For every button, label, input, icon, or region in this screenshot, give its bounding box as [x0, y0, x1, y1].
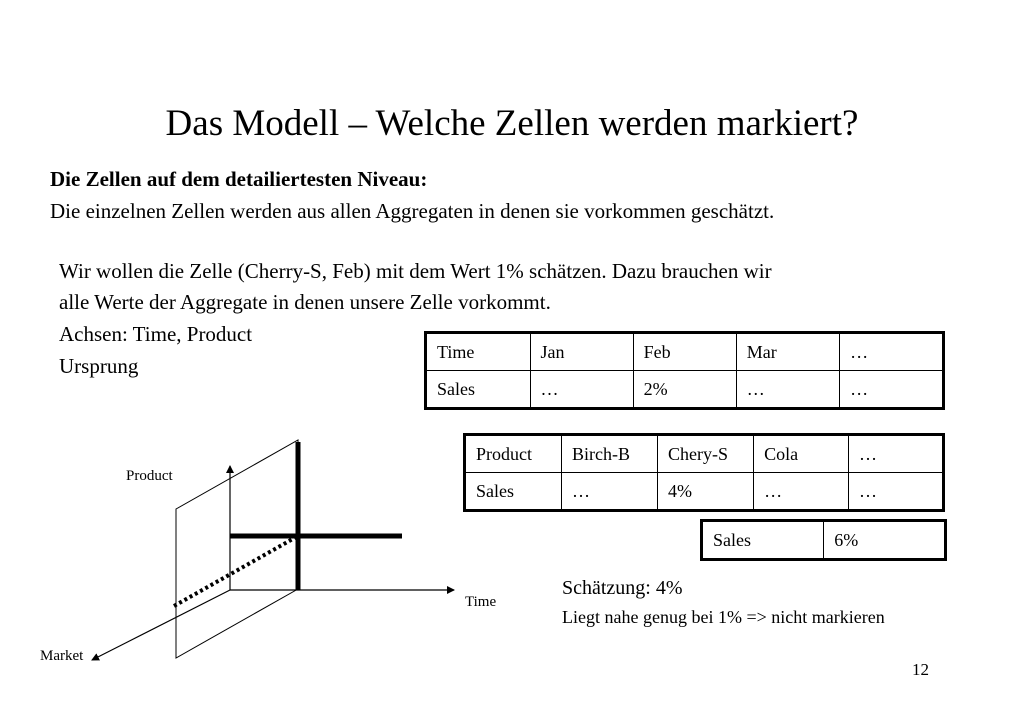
product-axis-label: Product: [126, 468, 173, 484]
time-sales-table: [424, 331, 945, 410]
table-cell: …: [848, 473, 943, 511]
table-row: [426, 371, 944, 409]
time-axis-label: Time: [465, 594, 497, 610]
table-cell: Mar: [736, 333, 839, 371]
product-sales-table: [463, 433, 945, 512]
table-cell: Sales: [702, 521, 824, 560]
table-cell: …: [848, 435, 943, 473]
estimate-note: Liegt nahe genug bei 1% => nicht markieren: [562, 607, 885, 627]
table-cell: …: [840, 333, 944, 371]
table-cell: …: [561, 473, 657, 511]
table-cell: …: [736, 371, 839, 409]
slide-title: Das Modell – Welche Zellen werden markiert?: [165, 103, 859, 144]
table-cell: Time: [426, 333, 531, 371]
table-row: [465, 435, 944, 473]
axes-text: Achsen: Time, Product: [59, 322, 253, 346]
table-cell: Sales: [426, 371, 531, 409]
table-cell: Chery-S: [658, 435, 754, 473]
cube-axes-diagram: [30, 430, 510, 670]
total-sales-table: [700, 519, 947, 561]
estimate-label: Schätzung: 4%: [562, 577, 683, 599]
table-cell: Feb: [633, 333, 736, 371]
table-cell: …: [754, 473, 849, 511]
table-cell: 2%: [633, 371, 736, 409]
table-cell: Sales: [465, 473, 562, 511]
market-axis: [92, 590, 230, 660]
table-cell: Product: [465, 435, 562, 473]
table-cell: …: [530, 371, 633, 409]
paragraph-line-1: Wir wollen die Zelle (Cherry-S, Feb) mit dem Wert 1% schätzen. Dazu brauchen wir: [59, 259, 772, 283]
table-row: [465, 473, 944, 511]
market-line: [174, 536, 298, 606]
table-cell: 4%: [658, 473, 754, 511]
table-cell: 6%: [824, 521, 946, 560]
table-cell: Birch-B: [561, 435, 657, 473]
intro-text: Die einzelnen Zellen werden aus allen Aggregaten in denen sie vorkommen geschätzt.: [50, 199, 775, 223]
paragraph-line-2: alle Werte der Aggregate in denen unsere Zelle vorkommt.: [59, 290, 551, 314]
origin-text: Ursprung: [59, 354, 139, 378]
table-cell: Jan: [530, 333, 633, 371]
table-row: [426, 333, 944, 371]
table-cell: …: [840, 371, 944, 409]
page-number: 12: [912, 660, 929, 679]
time-plane: [176, 440, 298, 658]
table-cell: Cola: [754, 435, 849, 473]
subheading: Die Zellen auf dem detailiertesten Niveau:: [50, 167, 428, 191]
market-axis-label: Market: [40, 648, 84, 664]
table-row: [702, 521, 946, 560]
